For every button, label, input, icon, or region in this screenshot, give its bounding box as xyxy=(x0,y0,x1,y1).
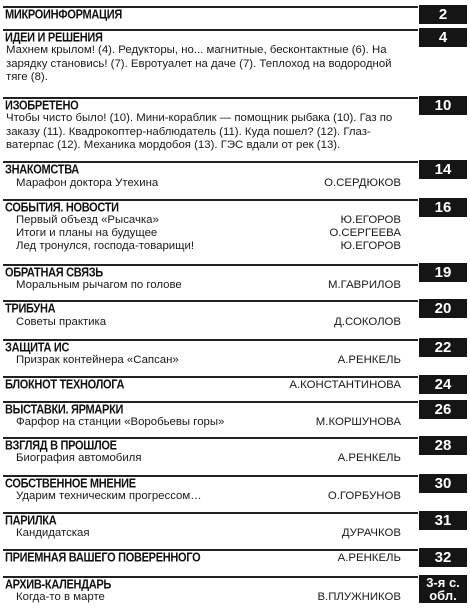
page-number-badge: 24 xyxy=(419,375,467,394)
section-rule xyxy=(3,512,418,514)
article-title: Итоги и планы на будущее xyxy=(16,227,158,239)
page-number-badge: 14 xyxy=(419,160,467,179)
article-title: Ударим техническим прогрессом… xyxy=(16,490,202,502)
section-header: ВЗГЛЯД В ПРОШЛОЕ xyxy=(5,439,117,453)
article-author: М.ГАВРИЛОВ xyxy=(328,279,401,291)
section-header: ПАРИЛКА xyxy=(5,514,57,528)
article-author: М.КОРШУНОВА xyxy=(315,416,401,428)
article-author: Д.СОКОЛОВ xyxy=(334,316,401,328)
section-header: СОБСТВЕННОЕ МНЕНИЕ xyxy=(5,477,136,491)
article-author: В.ПЛУЖНИКОВ xyxy=(317,591,401,603)
section-header: БЛОКНОТ ТЕХНОЛОГА xyxy=(5,378,125,392)
article-author: А.КОНСТАНТИНОВА xyxy=(289,379,401,391)
section-header: ЗНАКОМСТВА xyxy=(5,163,79,177)
article-author: Ю.ЕГОРОВ xyxy=(340,240,401,252)
article-author: О.ГОРБУНОВ xyxy=(327,490,401,502)
page-number-badge: 32 xyxy=(419,548,467,567)
section-header: ВЫСТАВКИ. ЯРМАРКИ xyxy=(5,403,124,417)
page-number-badge: 30 xyxy=(419,474,467,493)
article-title: Марафон доктора Утехина xyxy=(16,177,159,189)
page-number-badge: 28 xyxy=(419,436,467,455)
article-title: Моральным рычагом по голове xyxy=(16,279,182,291)
article-author: Ю.ЕГОРОВ xyxy=(340,214,401,226)
article-title: Когда-то в марте xyxy=(16,591,105,603)
page-number-badge: 26 xyxy=(419,400,467,419)
article-author: А.РЕНКЕЛЬ xyxy=(337,552,401,564)
article-title: Фарфор на станции «Воробьевы горы» xyxy=(16,416,225,428)
page-number-line: 3-я с. xyxy=(426,575,460,590)
article-title: Лед тронулся, господа-товарищи! xyxy=(16,240,195,252)
section-header: ЗАЩИТА ИС xyxy=(5,341,70,355)
page-number-badge: 31 xyxy=(419,511,467,530)
section-rule xyxy=(3,300,418,302)
section-description: Чтобы чисто было! (10). Мини-кораблик — помощник рыбака (10). Газ по заказу (11). Квадрокоптер-наблюдатель (11). Куда пошел? (12). Глаз-ватерпас (12). Механика мордобоя (13). ГЭС вдали от рек (13). xyxy=(6,112,393,151)
article-author: ДУРАЧКОВ xyxy=(341,527,401,539)
page-number-badge: 22 xyxy=(419,338,467,357)
section-header: МИКРОИНФОРМАЦИЯ xyxy=(5,8,122,22)
article-title: Советы практика xyxy=(16,316,107,328)
article-author: О.СЕРГЕЕВА xyxy=(329,227,401,239)
section-header: СОБЫТИЯ. НОВОСТИ xyxy=(5,201,119,215)
page-number-badge: 4 xyxy=(419,28,467,47)
page-number-badge: 10 xyxy=(419,96,467,115)
page-number-badge: 19 xyxy=(419,263,467,282)
page-number-badge: 20 xyxy=(419,299,467,318)
page-number-badge: 2 xyxy=(419,5,467,24)
page-number-line: обл. xyxy=(429,588,457,603)
article-title: Биография автомобиля xyxy=(16,452,142,464)
section-header: ИДЕИ И РЕШЕНИЯ xyxy=(5,31,103,45)
article-title: Призрак контейнера «Сапсан» xyxy=(16,354,179,366)
section-header: АРХИВ-КАЛЕНДАРЬ xyxy=(5,578,112,592)
article-author: О.СЕРДЮКОВ xyxy=(324,177,401,189)
section-header: ТРИБУНА xyxy=(5,302,56,316)
section-header: ОБРАТНАЯ СВЯЗЬ xyxy=(5,266,103,280)
section-header: ИЗОБРЕТЕНО xyxy=(5,99,79,113)
article-author: А.РЕНКЕЛЬ xyxy=(337,354,401,366)
article-title: Первый объезд «Рысачка» xyxy=(16,214,159,226)
article-title: Кандидатская xyxy=(16,527,90,539)
section-description: Махнем крылом! (4). Редукторы, но... магнитные, бесконтактные (6). На зарядку становись! (7). Евротуалет на даче (7). Теплоход на водородной тяге (8). xyxy=(6,44,392,83)
page-number-badge: 16 xyxy=(419,198,467,217)
page-number-badge xyxy=(419,575,467,603)
article-author: А.РЕНКЕЛЬ xyxy=(337,452,401,464)
section-header: ПРИЕМНАЯ ВАШЕГО ПОВЕРЕННОГО xyxy=(5,551,201,565)
